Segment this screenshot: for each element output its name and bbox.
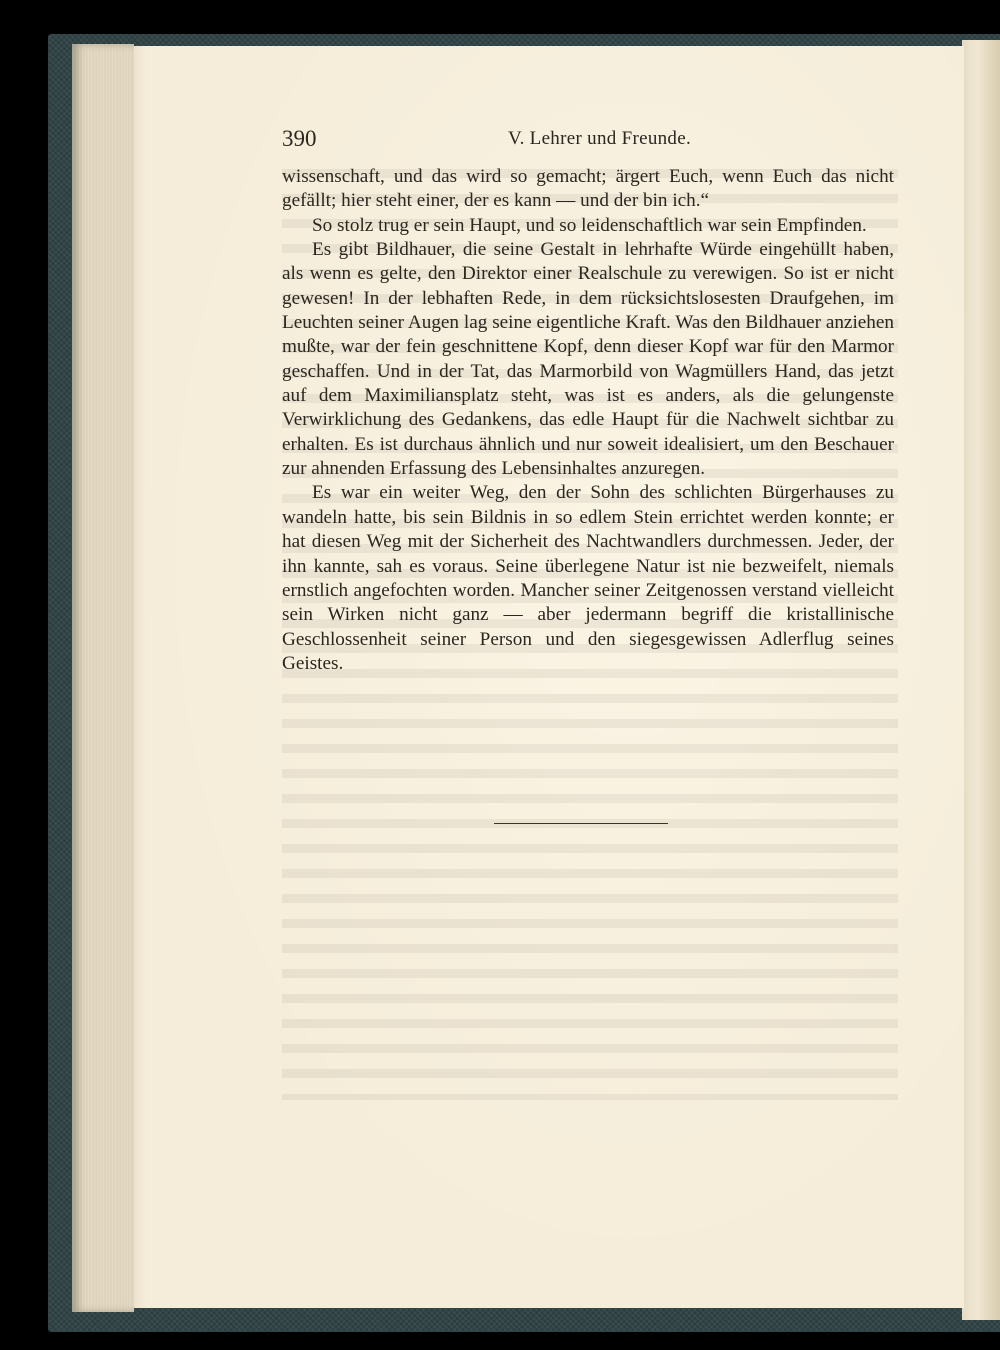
paragraph: Es war ein weiter Weg, den der Sohn des schlichten Bürgerhauses zu wandeln hatte, bis sein Bildnis in so edlem Stein errichtet werden konnte; er hat diesen Weg mit der Sicherheit des Nachtwandlers durchmessen. Jeder, der ihn kannte, sah es voraus. Seine überlegene Natur ist nie bezweifelt, niemals ernstlich angefochten worden. Mancher seiner Zeitgenossen verstand vielleicht sein Wirken nicht ganz — aber jedermann begriff die kristallinische Geschlossenheit seiner Person und den siegesgewissen Adlerflug seines Geistes. [282, 482, 894, 674]
page-number: 390 [282, 126, 317, 151]
paragraph: So stolz trug er sein Haupt, und so leidenschaftlich war sein Empfinden. [312, 214, 867, 236]
running-head: V. Lehrer und Freunde. [508, 128, 692, 149]
body-text [282, 165, 894, 676]
paragraph: Es gibt Bildhauer, die seine Gestalt in lehrhafte Würde eingehüllt haben, als wenn es gelte, den Direktor einer Realschule zu verewigen. So ist er nicht gewesen! In der lebhaften Rede, in dem rücksichtslosesten Draufgehen, im Leuchten seiner Augen lag seine eigentliche Kraft. Was den Bildhauer anziehen mußte, war der fein geschnittene Kopf, denn dieser Kopf war für den Marmor geschaffen. Und in der Tat, das Marmorbild von Wagmüllers Hand, das jetzt auf dem Maximiliansplatz steht, was ist es anders, als die gelungenste Verwirklichung des Gedankens, das edle Haupt für die Nachwelt sichtbar zu erhalten. Es ist durchaus ähnlich und nur soweit idealisiert, um den Beschauer zur ahnenden Erfassung des Lebensinhaltes anzuregen. [282, 239, 894, 480]
facing-page-edge [962, 40, 1000, 1320]
section-end-rule [494, 823, 668, 824]
paragraph: wissenschaft, und das wird so gemacht; ärgert Euch, wenn Euch das nicht gefällt; hier steht einer, der es kann — und der bin ich.“ [282, 166, 894, 212]
page-header [282, 124, 922, 160]
page-stack-edge [72, 44, 134, 1312]
